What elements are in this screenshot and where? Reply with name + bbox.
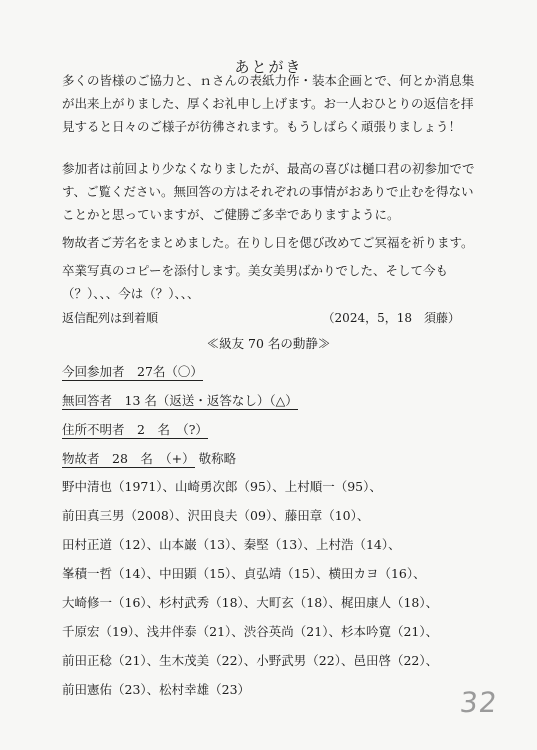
text-line: （？）、、、今は（？）、、、 <box>62 286 200 301</box>
arrival-order-note: 返信配列は到着順 <box>62 311 159 325</box>
paragraph-participants <box>62 157 482 226</box>
text-line: す、ご覧ください。無回答の方はそれぞれの事情がおありで止むを得ない <box>62 184 474 199</box>
list-item: 大崎修一（16）、杉村武秀（18）、大町玄（18）、梶田康人（18）、 <box>62 595 439 610</box>
list-item: 千原宏（19）、浅井伴泰（21）、渋谷英尚（21）、杉本吟寛（21）、 <box>62 624 439 639</box>
list-item: 峯積一哲（14）、中田顕（15）、貞弘靖（15）、横田カヨ（16）、 <box>62 566 426 581</box>
text-line: 参加者は前回より少なくなりましたが、最高の喜びは樋口君の初参加でで <box>62 161 475 176</box>
paragraph-thanks <box>62 69 482 138</box>
stat-unknown-address: 住所不明者 2 名 （?） <box>62 422 208 437</box>
section-heading: ≪級友 70 名の動静≫ <box>206 336 331 351</box>
stat-no-reply: 無回答者 13 名（返送・返答なし）（△） <box>62 393 298 408</box>
text-line: ことかと思っていますが、ご健勝ご多幸でありますように。 <box>62 207 400 222</box>
list-item: 前田憲佑（23）、松村幸雄（23） <box>62 682 251 697</box>
stat-deceased <box>62 449 236 467</box>
date-signature: （2024，5，18 須藤） <box>322 311 460 325</box>
text-line: が出来上がりました、厚くお礼申し上げます。お一人おひとりの返信を拝 <box>62 96 474 111</box>
text-line: 卒業写真のコピーを添付します。美女美男ばかりでした、そして今も <box>62 263 449 278</box>
deceased-count: 物故者 28 名 （+） <box>62 451 195 466</box>
text-line: 多くの皆様のご協力と、ｎさんの表紙力作・装本企画とで、何とか消息集 <box>62 73 475 88</box>
list-item: 前田真三男（2008）、沢田良夫（09）、藤田章（10）、 <box>62 508 370 523</box>
text-line: 見すると日々のご様子が彷彿されます。もうしばらく頑張りましょう！ <box>62 119 462 134</box>
list-item: 前田正稔（21）、生木茂美（22）、小野武男（22）、邑田啓（22）、 <box>62 653 439 668</box>
deceased-list <box>62 472 438 704</box>
paragraph-memorial <box>62 231 482 254</box>
text-line: 物故者ご芳名をまとめました。在りし日を偲び改めてご冥福を祈ります。 <box>62 235 474 250</box>
page-number: 32 <box>458 686 500 719</box>
honorific-note: 敬称略 <box>198 451 237 466</box>
page-title: あとがき <box>234 58 303 76</box>
list-item: 田村正道（12）、山本巌（13）、秦堅（13）、上村浩（14）、 <box>62 537 401 552</box>
list-item: 野中清也（1971）、山崎勇次郎（95）、上村順一（95）、 <box>62 479 382 494</box>
stat-participants: 今回参加者 27名（〇） <box>62 364 203 379</box>
paragraph-photo <box>62 259 482 305</box>
